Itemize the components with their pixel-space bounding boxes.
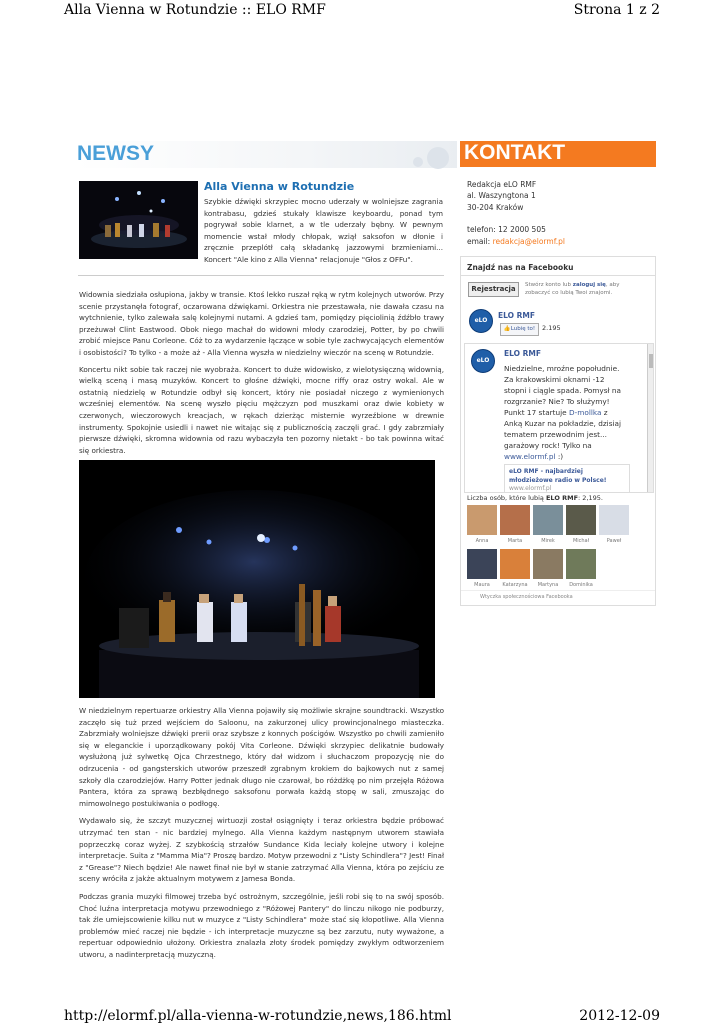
fan-avatar[interactable] [500, 505, 530, 544]
contact-phone: telefon: 12 2000 505 [467, 225, 546, 235]
print-header [64, 2, 660, 22]
thumbs-up-icon: 👍 [503, 326, 511, 332]
article-paragraph: Koncertu nikt sobie tak raczej nie wyobraża. Koncert to duże widowisko, z wielotysięczną widownią, wielką sceną i masą muzyków. Koncert to głośne dźwięki, mocne riffy oraz ostry wokal. Ale w ostatnią niedzielę w Rotundzie odbył się koncert, który nie posiadał niczego z wymienionych wcześniej elementów. Na scenę wyszło pięciu mężczyzn pod muszkami oraz dwie kobiety w czerwonych, wieczorowych kreacjach, w rękach dzierżąc misternie wyrzeźbione w drewnie instrumenty. Spokojnie usiedli i nawet nie witając się z publicznością zaczęli grać. I gdy zabrzmiały pierwsze dźwięki, skromna widownia od razu wybaczyła ten pozorny nietakt - bo tak powinna witać się orkiestra. [79, 364, 444, 455]
fan-avatar[interactable] [566, 505, 596, 544]
fan-avatar[interactable] [500, 549, 530, 588]
avatar [533, 549, 563, 579]
avatar [533, 505, 563, 535]
fan-count [467, 494, 603, 502]
shared-link-title[interactable]: eLO RMF - najbardziej młodzieżowe radio w Polsce! [509, 468, 607, 484]
facebook-page-name[interactable]: ELO RMF [498, 311, 535, 320]
fan-name: Dominika [569, 582, 593, 588]
facebook-box-title: Znajdź nas na Facebooku [467, 263, 574, 272]
elo-rmf-logo[interactable]: eLO [469, 309, 493, 333]
contact-info [467, 179, 565, 247]
article-body-top [79, 289, 444, 456]
article-lead: Szybkie dźwięki skrzypiec mocno uderzały w wolniejsze zagrania kontrabasu, gdzieś stukały klawisze keyboardu, ponad tym pogrywał sobie klarnet, a w tle uderzały bębny. W pewnym momencie wstał młody chłopak, wziął saksofon w dłonie i zręcznie przeplótł całą składankę jazzowymi brzmieniami... Koncert "Ale kino z Alla Vienna" relacjonuje "Głos z OFFu". [204, 197, 443, 264]
post-text: Niedzielne, mroźne popołudnie. Za krakowskimi oknami -12 stopni i ciągle spada. Pomysł na rozgrzanie? Nie? To służymy! Punkt 17 startuje [504, 364, 622, 417]
article-paragraph: W niedzielnym repertuarze orkiestry Alla Vienna pojawiły się możliwie skrajne soundtracki. Wszystko zaczęło się tuż przed wejściem do Saloonu, na zakurzonej ulicy prowincjonalnego miasteczka. Zabrzmiały wolniejsze dźwięki prerii oraz szybsze z konnych pościgów. Wszystko po chwili zamieniło się w eleganckie i uporządkowany pokój Vita Corleone. Dźwięki skrzypiec delikatnie budowały wysłużoną już sylwetkę Ojca Chrzestnego, który dał widzom i słuchaczom propozycję nie do odrzucenia - od gangsterskich utworów przeszedł zgrabnym krokiem do bajkowych nut z samej szkoły dla czarodziejów. Harry Potter jednak długo nie czarował, bo różdżkę po nim przejęła Różowa Pantera, która za sprawą bezbłędnego saksofonu porwała każdą stopę w sali, zmuszając do mimowolnego postukiwania o podłogę. [79, 706, 444, 808]
fan-avatar[interactable] [566, 549, 596, 588]
fan-name: Maura [474, 582, 490, 588]
fan-avatar[interactable] [599, 505, 629, 544]
article-paragraph: Podczas grania muzyki filmowej trzeba być ostrożnym, szczególnie, jeśli robi się to na swój sposób. Choć luźna interpretacja motywu przewodniego z "Różowej Pantery" do linczu nikogo nie podburzy, tak źle umiejscowienie kilku nut w muzyce z "Listy Schindlera" może stać się kłopotliwe. Alla Vienna problemów mieć raczej nie będzie - ich interpretacje muzyczne są bez zarzutu, nuty wyważone, a repertuar odpowiednio ułożony. Orkiestra znalazła złoty środek pomiędzy zwykłym odtworzeniem utworu, a nadinterpretacją muzyczną. [79, 891, 444, 959]
contact-street: al. Waszyngtona 1 [467, 191, 536, 201]
print-date: 2012-12-09 [579, 1008, 660, 1024]
news-heading: NEWSY [77, 142, 155, 165]
print-footer [64, 1008, 660, 1026]
fan-name: Martyna [537, 582, 559, 588]
print-title: Alla Vienna w Rotundzie :: ELO RMF [64, 2, 326, 18]
avatar [467, 505, 497, 535]
avatar [500, 549, 530, 579]
fan-name: Michał [572, 538, 590, 544]
facebook-plugin-link[interactable]: Wtyczka społecznościowa Facebooka [480, 594, 573, 600]
article-paragraph: Wydawało się, że szczyt muzycznej wirtuozji został osiągnięty i teraz orkiestra będzie próbować utrzymać ten stan - nic bardziej mylnego. Alla Vienna każdym następnym utworem stawiała poprzeczkę coraz wyżej. Z szybkością strzałów Sundance Kida leciały kolejne utwory i kolejne interpretacje. Suita z "Mamma Mia"? Proszę bardzo. Motyw przewodni z "Listy Schindlera"? Jest! Finał z "Grease"? Niech będzie! Ale nawet finał nie był w stanie zatrzymać Alla Vienna, która po zejściu ze sceny wróciła z jakże aktualnym motywem z Jamesa Bonda. [79, 816, 444, 884]
facebook-login-link[interactable]: zaloguj się [572, 282, 606, 288]
article-paragraph: Widownia siedziała osłupiona, jakby w transie. Ktoś lekko ruszał ręką w rytm kolejnych utworów. Przy scenie przystanęła fotograf, oczarowana dźwiękami. Orkiestra nie przestawała, nie dawała czasu na wytchnienie, tylko zalewała salę kolejnymi nutami. A gdzieś tam, pomiędzy pięciolinią źdźbło trawy przeżuwał Clint Eastwood. Obok niego machał do widowni młody czarodziej, Potter, by po chwili zrobić miejsce Panu Corleone. Cóż to za wydarzenie łączące w sobie tyle zachwycających elementów i osobistości? To tylko - a może aż - Alla Vienna wyszła w niedzielny wieczór na scenę w Rotundzie. [79, 290, 444, 357]
print-page-number: Strona 1 z 2 [573, 2, 660, 18]
contact-heading: KONTAKT [464, 141, 566, 164]
fan-name: Paweł [606, 538, 622, 544]
contact-email-link[interactable]: redakcja@elormf.pl [492, 236, 566, 246]
fan-name: Marta [507, 538, 523, 544]
stream-post-text [504, 363, 626, 462]
post-url-link[interactable]: www.elormf.pl [504, 452, 556, 461]
fan-count-page: ELO RMF [545, 494, 579, 502]
avatar [566, 549, 596, 579]
elo-rmf-logo[interactable]: eLO [471, 349, 495, 373]
decorative-bubble [427, 147, 449, 169]
contact-city: 30-204 Kraków [467, 202, 524, 212]
like-label: Lubię to! [510, 326, 536, 332]
avatar [566, 505, 596, 535]
avatar [500, 505, 530, 535]
fan-count-value: : 2,195. [578, 494, 603, 502]
fan-name: Mirek [541, 538, 555, 544]
concert-image [79, 460, 435, 698]
avatar [467, 549, 497, 579]
article-title[interactable]: Alla Vienna w Rotundzie [204, 180, 355, 193]
contact-org: Redakcja eLO RMF [467, 180, 537, 189]
concert-photo [79, 460, 435, 698]
lead-thumbnail[interactable] [79, 181, 198, 259]
register-text: , aby zobaczyć co lubią Twoi znajomi. [525, 282, 620, 296]
post-link[interactable]: D-mollka [569, 408, 602, 417]
news-heading-bar [75, 141, 457, 168]
stream-poster-name[interactable]: ELO RMF [504, 349, 541, 358]
article-body-bottom [79, 705, 444, 960]
shared-link-url: www.elormf.pl [509, 485, 552, 492]
fan-avatar[interactable] [467, 505, 497, 544]
register-text: Stwórz konto lub [525, 282, 573, 288]
facebook-like-box [460, 256, 656, 606]
facebook-register-text [525, 282, 645, 297]
stream-scrollbar[interactable] [647, 344, 654, 492]
like-count: 2.195 [542, 324, 561, 332]
decorative-bubble [413, 157, 423, 167]
fan-name: Katarzyna [502, 582, 528, 588]
contact-email-row [467, 236, 565, 247]
concert-thumbnail-image [79, 181, 198, 259]
contact-email-label: email: [467, 236, 493, 246]
fan-count-text: Liczba osób, które lubią [467, 494, 546, 502]
facebook-register-button[interactable]: Rejestracja [468, 282, 519, 297]
fan-name: Anna [475, 538, 489, 544]
avatar [599, 505, 629, 535]
post-text: z Anką Kuzar na pokładzie, dzisiaj tematem przewodnim jest... garażowy rock! Tylko na [504, 408, 622, 450]
shared-link-card[interactable] [504, 464, 630, 493]
facebook-stream[interactable] [464, 343, 654, 493]
contact-heading-bar [460, 141, 656, 167]
fan-avatar[interactable] [533, 505, 563, 544]
fan-avatar[interactable] [533, 549, 563, 588]
scrollbar-thumb[interactable] [649, 354, 654, 368]
facebook-like-button[interactable] [500, 323, 539, 336]
divider [461, 590, 655, 591]
post-text: :) [555, 452, 564, 461]
fan-avatar[interactable] [467, 549, 497, 588]
divider [461, 275, 655, 276]
divider [78, 275, 444, 276]
print-url: http://elormf.pl/alla-vienna-w-rotundzie,news,186.html [64, 1008, 452, 1024]
